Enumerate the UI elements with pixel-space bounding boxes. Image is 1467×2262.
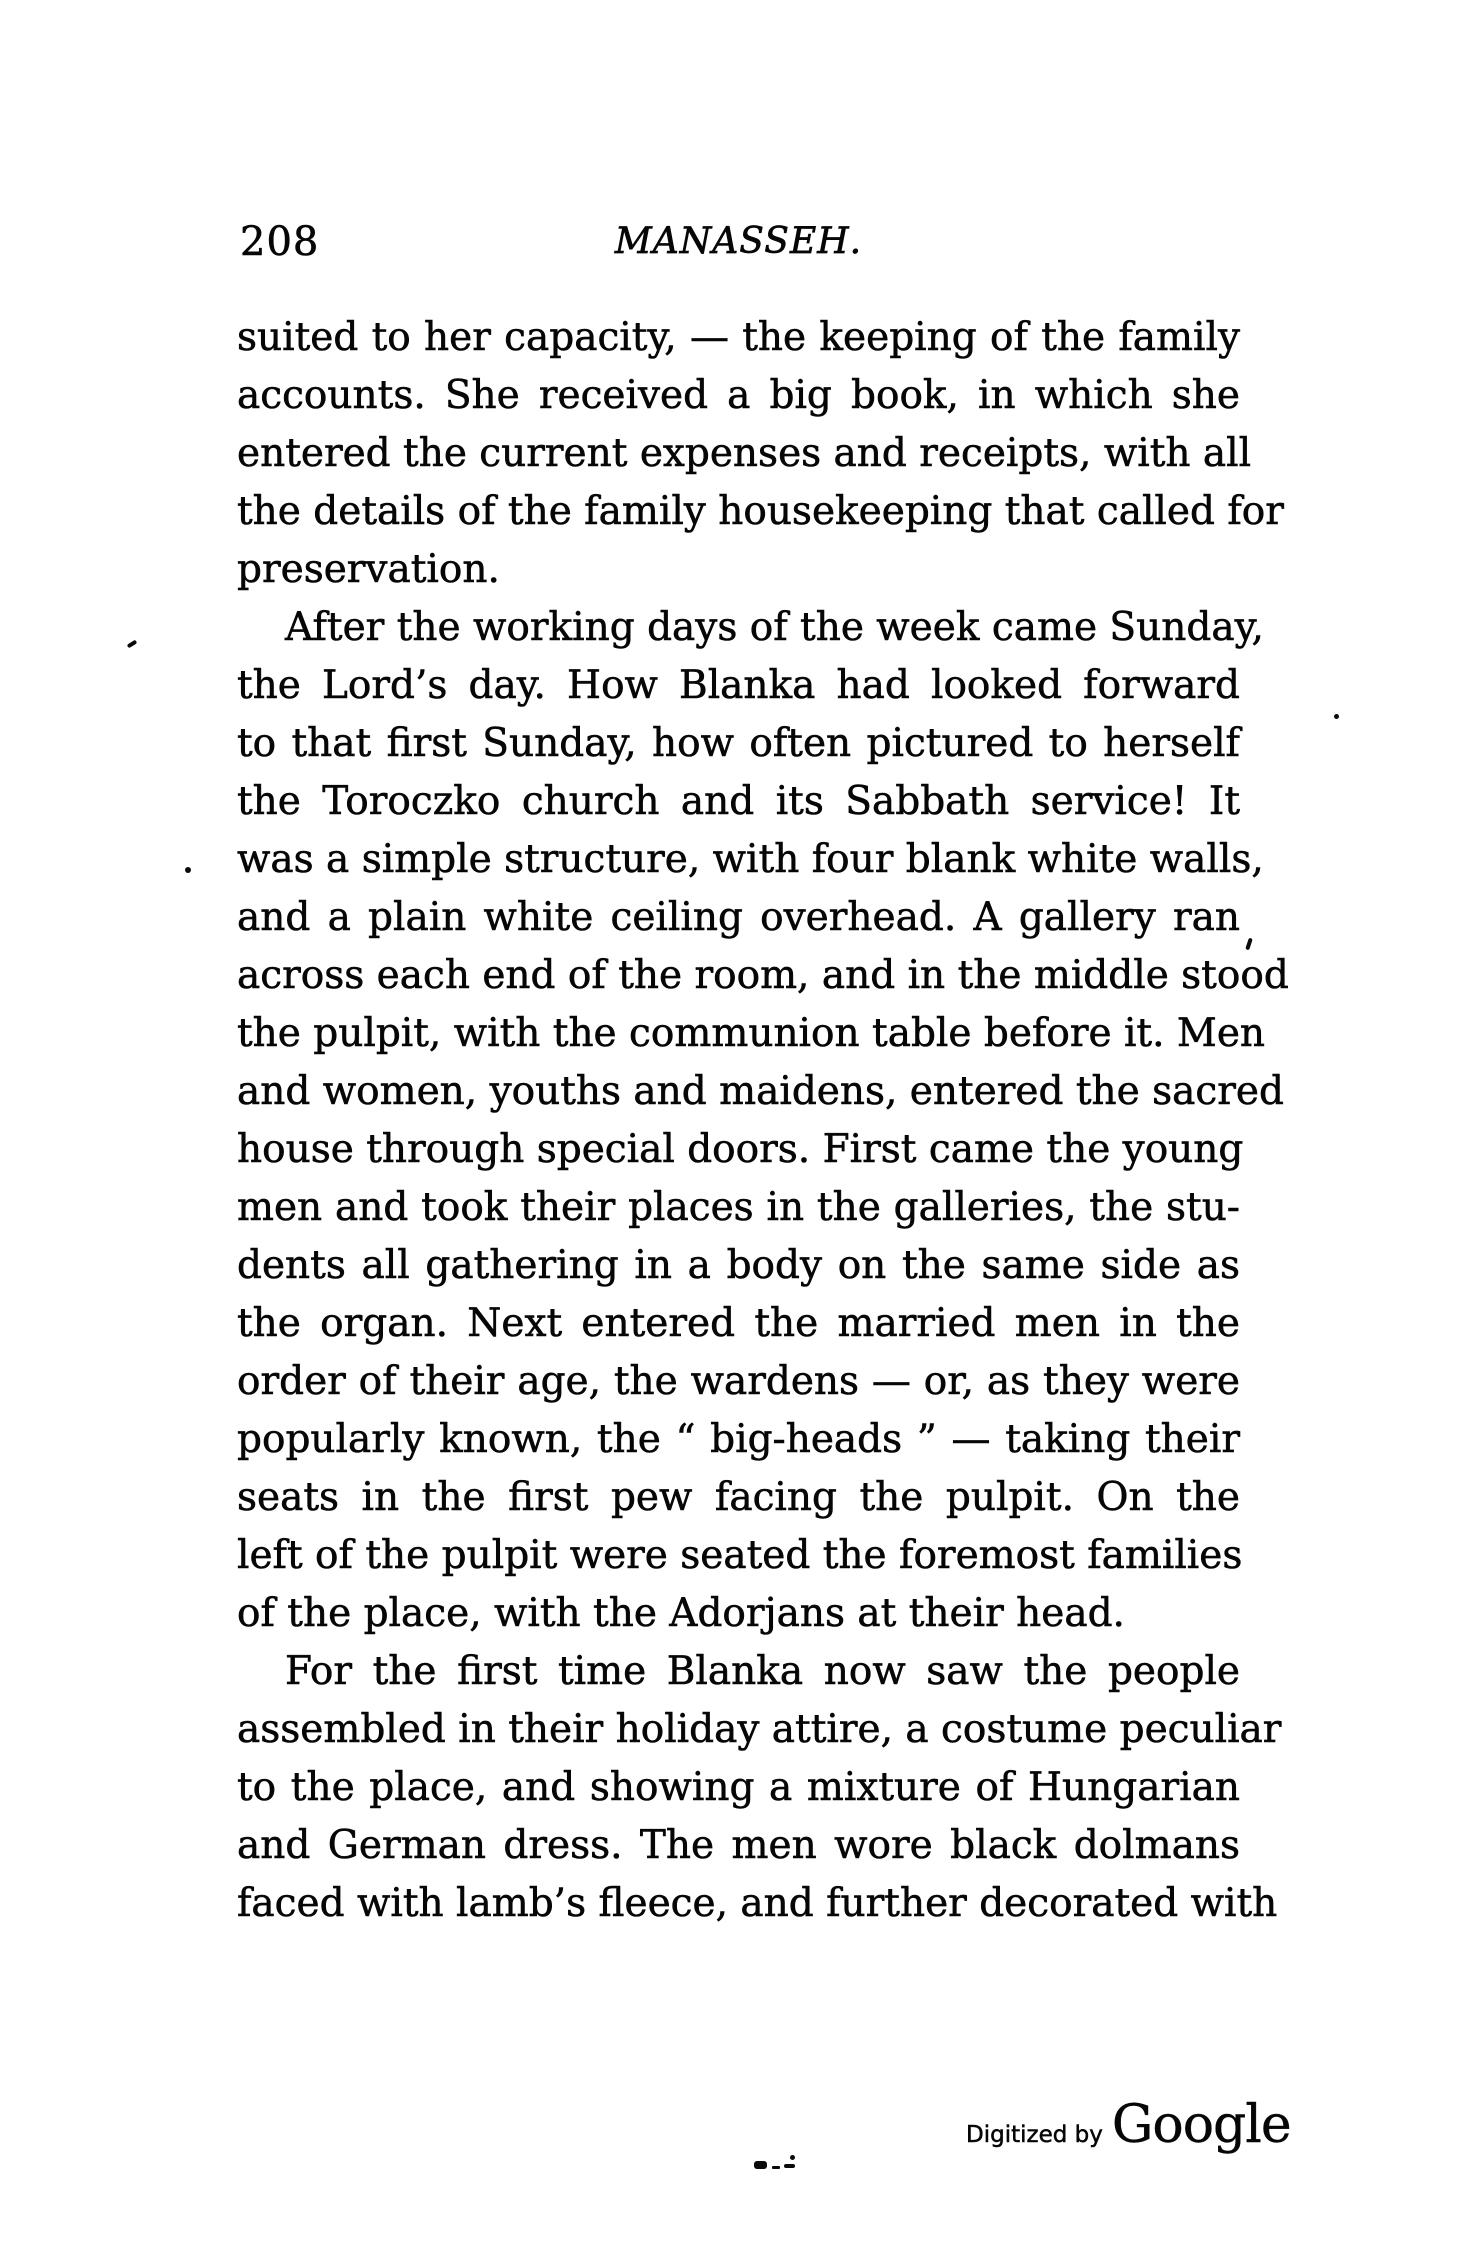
google-logo: Google — [1111, 2095, 1291, 2155]
text-line: For the first time Blanka now saw the people — [285, 1649, 1240, 1694]
text-line: the Toroczko church and its Sabbath service! It — [237, 779, 1240, 824]
ink-speck — [185, 867, 191, 873]
text-line: suited to her capacity, — the keeping of the family — [237, 315, 1240, 360]
text-line: and a plain white ceiling overhead. A gallery ran — [237, 895, 1240, 940]
text-line: faced with lamb’s fleece, and further decorated with — [237, 1881, 1278, 1926]
digitized-by-label: Digitized by — [966, 2122, 1103, 2148]
digitized-by-footer — [966, 2095, 1291, 2155]
text-line: was a simple structure, with four blank white walls, — [237, 837, 1264, 882]
text-line: order of their age, the wardens — or, as they were — [237, 1359, 1240, 1404]
page-number: 208 — [240, 219, 320, 265]
text-line: men and took their places in the galleries, the stu- — [237, 1185, 1240, 1230]
text-line: of the place, with the Adorjans at their head. — [237, 1591, 1125, 1636]
text-line: the pulpit, with the communion table before it. Men — [237, 1011, 1266, 1056]
text-line: accounts. She received a big book, in which she — [237, 373, 1240, 418]
ink-smudge — [754, 2161, 767, 2169]
text-line: assembled in their holiday attire, a costume peculiar — [237, 1707, 1282, 1752]
text-line: to the place, and showing a mixture of Hungarian — [237, 1765, 1240, 1810]
text-line: entered the current expenses and receipts, with all — [237, 431, 1252, 476]
body-text — [237, 309, 1289, 1933]
text-line: dents all gathering in a body on the same side as — [237, 1243, 1240, 1288]
text-line: and women, youths and maidens, entered the sacred — [237, 1069, 1284, 1114]
ink-speck — [1245, 938, 1253, 951]
text-line: house through special doors. First came the young — [237, 1127, 1244, 1172]
text-line: and German dress. The men wore black dolmans — [237, 1823, 1240, 1868]
ink-speck — [127, 640, 138, 649]
ink-smudge — [772, 2166, 780, 2169]
text-line: to that first Sunday, how often pictured to herself — [237, 721, 1240, 766]
text-line: the details of the family housekeeping that called for — [237, 489, 1284, 534]
text-line: across each end of the room, and in the middle stood — [237, 953, 1289, 998]
ink-smudge — [790, 2155, 795, 2160]
text-line: After the working days of the week came Sunday, — [285, 605, 1264, 650]
text-line: the organ. Next entered the married men in the — [237, 1301, 1240, 1346]
text-line: left of the pulpit were seated the foremost families — [237, 1533, 1243, 1578]
ink-smudge — [784, 2164, 795, 2168]
ink-speck — [1334, 714, 1339, 719]
text-line: popularly known, the “ big-heads ” — taking their — [237, 1417, 1240, 1462]
text-line: seats in the first pew facing the pulpit. On the — [237, 1475, 1240, 1520]
running-title: MANASSEH. — [614, 221, 863, 262]
text-line: preservation. — [237, 547, 500, 592]
text-line: the Lord’s day. How Blanka had looked forward — [237, 663, 1240, 708]
